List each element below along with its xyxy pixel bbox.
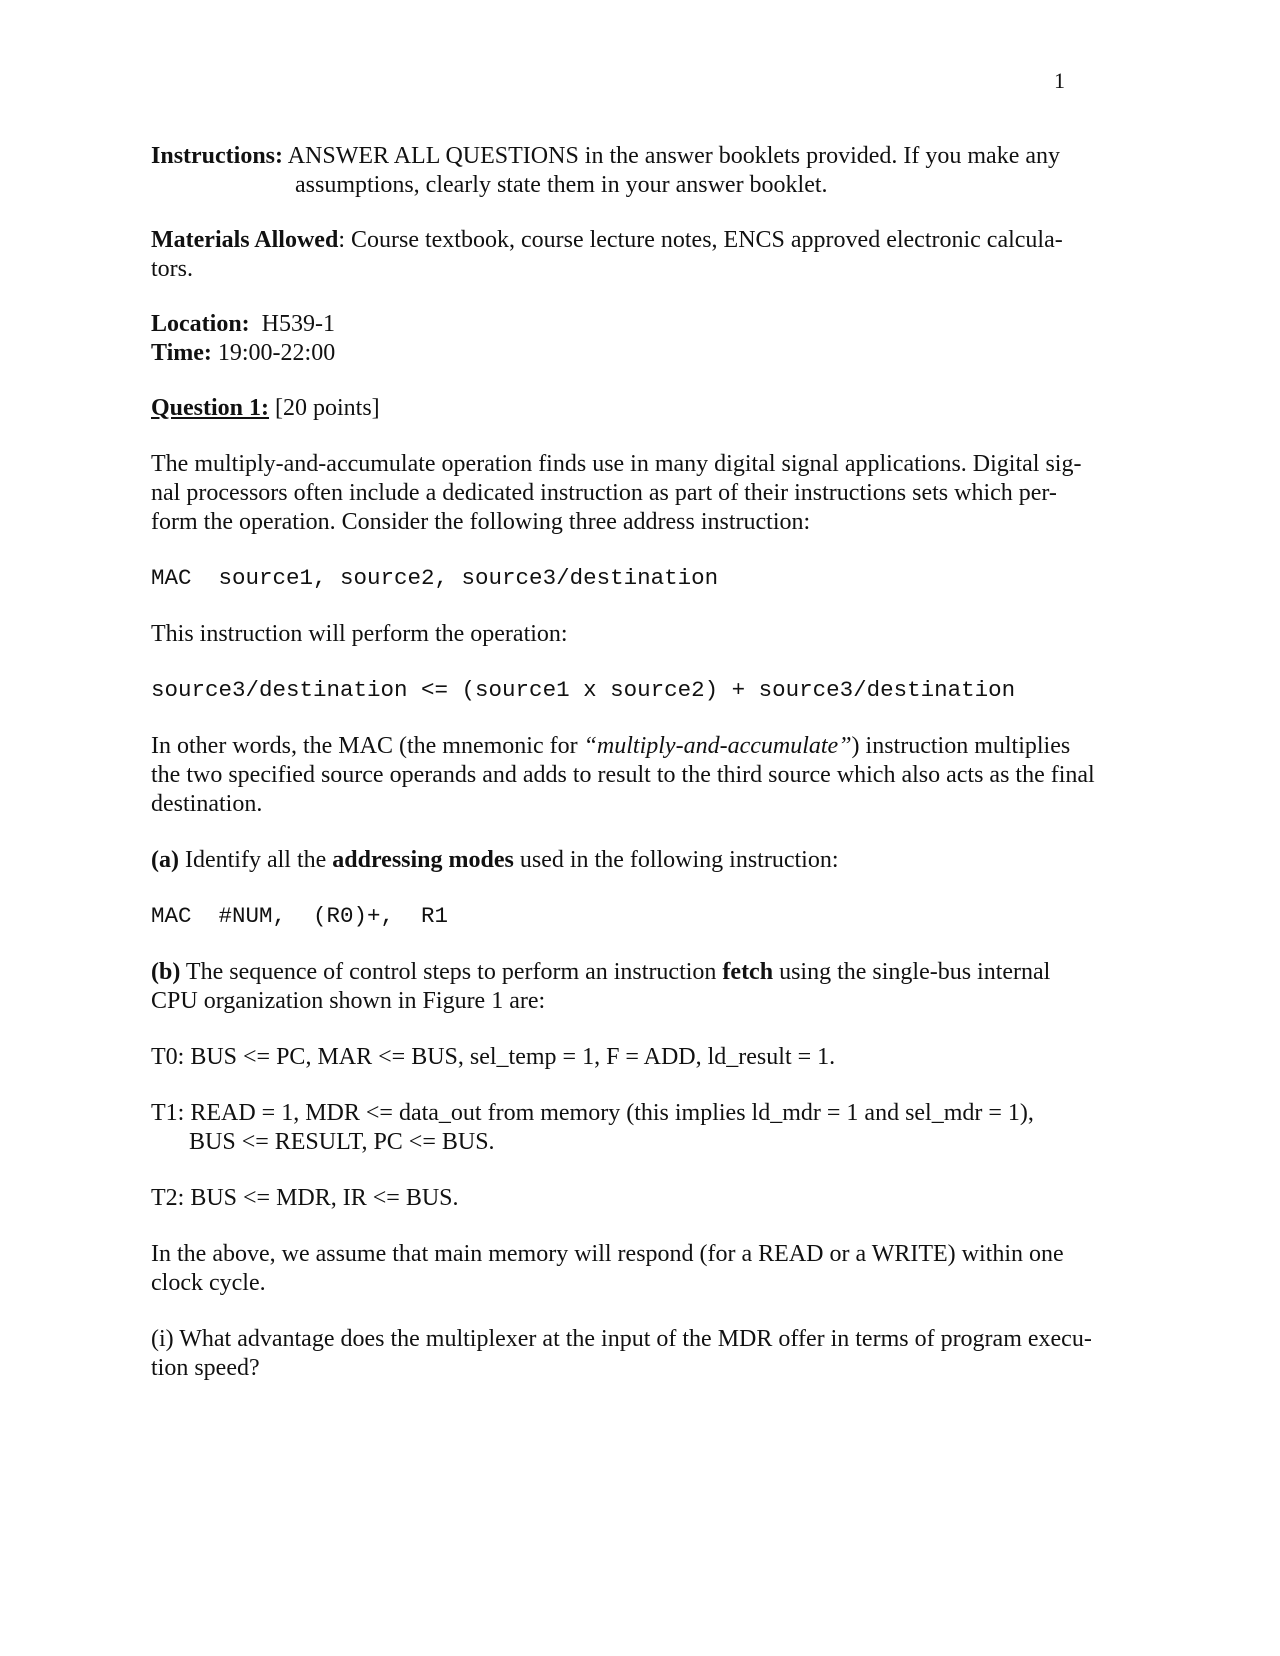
- part-a-text-a: Identify all the: [178, 847, 333, 873]
- part-b-text-b: using the single-bus internal: [773, 959, 1051, 985]
- words-line1-a: In other words, the MAC (the mnemonic for: [151, 733, 584, 759]
- words-line1-italic: “multiply-and-accumulate”: [583, 733, 852, 759]
- control-step-t2: T2: BUS <= MDR, IR <= BUS.: [151, 1185, 459, 1211]
- instructions-line2: assumptions, clearly state them in your answer booklet.: [295, 172, 828, 198]
- time-value: 19:00-22:00: [217, 340, 336, 366]
- time-label: Time:: [151, 340, 212, 366]
- q-i-line2: tion speed?: [151, 1355, 260, 1381]
- control-step-t1: [151, 1099, 1136, 1157]
- code-mac-operation: source3/destination <= (source1 x source2) + source3/destination: [151, 677, 1016, 703]
- control-step-t0: T0: BUS <= PC, MAR <= BUS, sel_temp = 1, F = ADD, ld_result = 1.: [151, 1044, 836, 1070]
- materials-block: [151, 226, 1136, 284]
- question1-points: [20 points]: [275, 395, 380, 421]
- materials-text: : Course textbook, course lecture notes, ENCS approved electronic calcula-: [338, 227, 1063, 253]
- part-b-line2: CPU organization shown in Figure 1 are:: [151, 988, 546, 1014]
- code-part-a: MAC #NUM, (R0)+, R1: [151, 903, 449, 929]
- intro-line3: form the operation. Consider the following three address instruction:: [151, 509, 811, 535]
- part-b-i-question: [151, 1325, 1136, 1383]
- question1-heading: [151, 394, 1136, 423]
- exam-content: [151, 142, 1136, 1383]
- materials-label: Materials Allowed: [151, 227, 339, 253]
- instructions-line1: ANSWER ALL QUESTIONS in the answer booklets provided. If you make any: [287, 143, 1061, 169]
- location-value: H539-1: [261, 311, 335, 337]
- materials-line2: tors.: [151, 256, 193, 282]
- perform-text: This instruction will perform the operation:: [151, 621, 568, 647]
- part-b-bold: fetch: [722, 959, 774, 985]
- part-b-text-a: The sequence of control steps to perform an instruction: [180, 959, 723, 985]
- part-b-question: [151, 958, 1136, 1016]
- explanation-paragraph: [151, 732, 1136, 819]
- assume-line2: clock cycle.: [151, 1270, 266, 1296]
- part-b-label: (b): [151, 959, 181, 985]
- part-a-label: (a): [151, 847, 179, 873]
- t1-line2: BUS <= RESULT, PC <= BUS.: [189, 1129, 495, 1155]
- location-label: Location:: [151, 311, 250, 337]
- part-a-text-b: used in the following instruction:: [513, 847, 839, 873]
- code-mac-syntax: MAC source1, source2, source3/destination: [151, 565, 719, 591]
- words-line2: the two specified source operands and adds to result to the third source which also acts as the final: [151, 762, 1095, 788]
- t1-line1: T1: READ = 1, MDR <= data_out from memory (this implies ld_mdr = 1 and sel_mdr = 1),: [151, 1100, 1034, 1126]
- page-number: 1: [1054, 68, 1065, 93]
- question1-label: Question 1:: [151, 395, 270, 421]
- words-line3: destination.: [151, 791, 263, 817]
- q-i-line1: (i) What advantage does the multiplexer at the input of the MDR offer in terms of program execu-: [151, 1326, 1092, 1352]
- instructions-label: Instructions:: [151, 143, 284, 169]
- words-line1-b: ) instruction multiplies: [851, 733, 1071, 759]
- intro-line2: nal processors often include a dedicated instruction as part of their instructions sets which per-: [151, 480, 1057, 506]
- location-time-block: [151, 310, 1136, 368]
- part-a-question: [151, 846, 1136, 875]
- instructions-block: [151, 142, 1136, 200]
- intro-line1: The multiply-and-accumulate operation finds use in many digital signal applications. Digital sig-: [151, 451, 1082, 477]
- question1-intro: [151, 450, 1136, 537]
- assumption-paragraph: [151, 1240, 1136, 1298]
- assume-line1: In the above, we assume that main memory will respond (for a READ or a WRITE) within one: [151, 1241, 1064, 1267]
- part-a-bold: addressing modes: [332, 847, 514, 873]
